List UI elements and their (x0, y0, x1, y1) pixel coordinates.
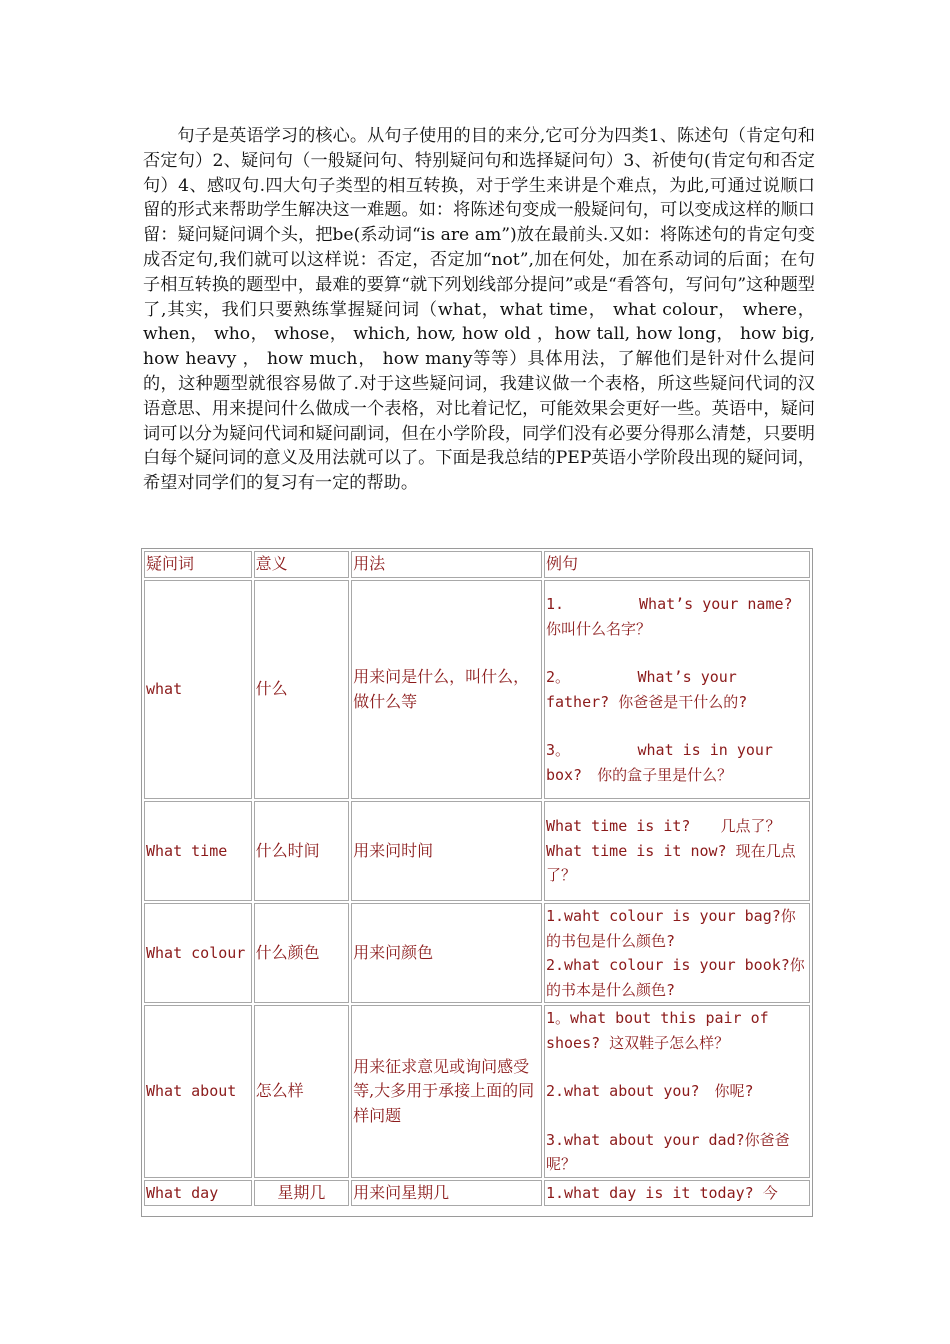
example-sentence: 2.what colour is your book?你的书本是什么颜色? (545, 956, 805, 999)
table-row (144, 1005, 810, 1178)
example-sentence: 1.what day is it today? 今 (545, 1183, 778, 1202)
row-meaning: 怎么样 (254, 1005, 349, 1178)
row-meaning: 什么时间 (254, 801, 349, 901)
intro-paragraph: 句子是英语学习的核心。从句子使用的目的来分,它可分为四类1、陈述句（肯定句和否定句）2、疑问句（一般疑问句、特别疑问句和选择疑问句）3、祈使句(肯定句和否定句）4、感叹句.四大句子类型的相互转换，对于学生来讲是个难点，为此,可通过说顺口留的形式来帮助学生解决这一难题。如：将陈述句变成一般疑问句，可以变成这样的顺口留：疑问疑问调个头，把be(系动词“is are am”)放在最前头.又如：将陈述句的肯定句变成否定句,我们就可以这样说：否定，否定加“not”,加在何处，加在系动词的后面；在句子相互转换的题型中，最难的要算“就下列划线部分提问”或是“看答句，写问句”这种题型了,其实，我们只要熟练掌握疑问词（what，what time， what colour， where， when， who， whose， which, how, how old ，how tall, how long， how big, how heavy ， how much， how many等等）具体用法，了解他们是针对什么提问的，这种题型就很容易做了.对于这些疑问词，我建议做一个表格，所这些疑问代词的汉语意思、用来提问什么做成一个表格，对比着记忆，可能效果会更好一些。英语中，疑问词可以分为疑问代词和疑问副词，但在小学阶段，同学们没有必要分得那么清楚，只要明白每个疑问词的意义及用法就可以了。下面是我总结的PEP英语小学阶段出现的疑问词，希望对同学们的复习有一定的帮助。 (143, 126, 815, 494)
table-row (144, 903, 810, 1003)
row-word: What colour (144, 903, 252, 1003)
row-word: What time (144, 801, 252, 901)
table-header-row (144, 551, 810, 578)
row-examples (544, 580, 810, 799)
row-meaning: 什么 (254, 580, 349, 799)
example-sentence: 2.what about you? 你呢? (545, 1082, 754, 1100)
header-meaning: 意义 (254, 551, 349, 578)
example-sentence: 3.what about your dad?你爸爸呢？ (545, 1130, 790, 1173)
table-row (144, 801, 810, 901)
row-usage: 用来问星期几 (351, 1180, 542, 1207)
row-usage: 用来征求意见或询问感受等,大多用于承接上面的同样问题 (351, 1005, 542, 1178)
row-usage: 用来问是什么，叫什么， 做什么等 (351, 580, 542, 799)
row-usage: 用来问时间 (351, 801, 542, 901)
row-word: what (144, 580, 252, 799)
example-sentence: What time is it? 几点了？ (545, 817, 781, 836)
row-examples (544, 1180, 810, 1207)
example-sentence: 2。 What’s your father? 你爸爸是干什么的? (545, 668, 748, 711)
header-example: 例句 (544, 551, 810, 578)
header-usage: 用法 (351, 551, 542, 578)
row-word: What about (144, 1005, 252, 1178)
row-word: What day (144, 1180, 252, 1207)
question-words-table (141, 548, 813, 1217)
row-examples (544, 903, 810, 1003)
table-row (144, 1180, 810, 1207)
example-sentence: 1。what bout this pair of shoes? 这双鞋子怎么样？ (545, 1009, 769, 1052)
row-examples (544, 801, 810, 901)
example-sentence: 1.waht colour is your bag?你的书包是什么颜色? (545, 907, 796, 950)
row-examples (544, 1005, 810, 1178)
example-sentence: What time is it now? 现在几点了？ (545, 841, 796, 885)
example-sentence: 3。 what is in your box? 你的盒子里是什么？ (545, 741, 773, 784)
example-sentence: 1. What’s your name? 你叫什么名字？ (545, 595, 808, 638)
row-usage: 用来问颜色 (351, 903, 542, 1003)
header-word: 疑问词 (144, 551, 252, 578)
row-meaning: 星期几 (254, 1180, 349, 1207)
row-meaning: 什么颜色 (254, 903, 349, 1003)
intro-text (143, 124, 815, 496)
table-row (144, 580, 810, 799)
